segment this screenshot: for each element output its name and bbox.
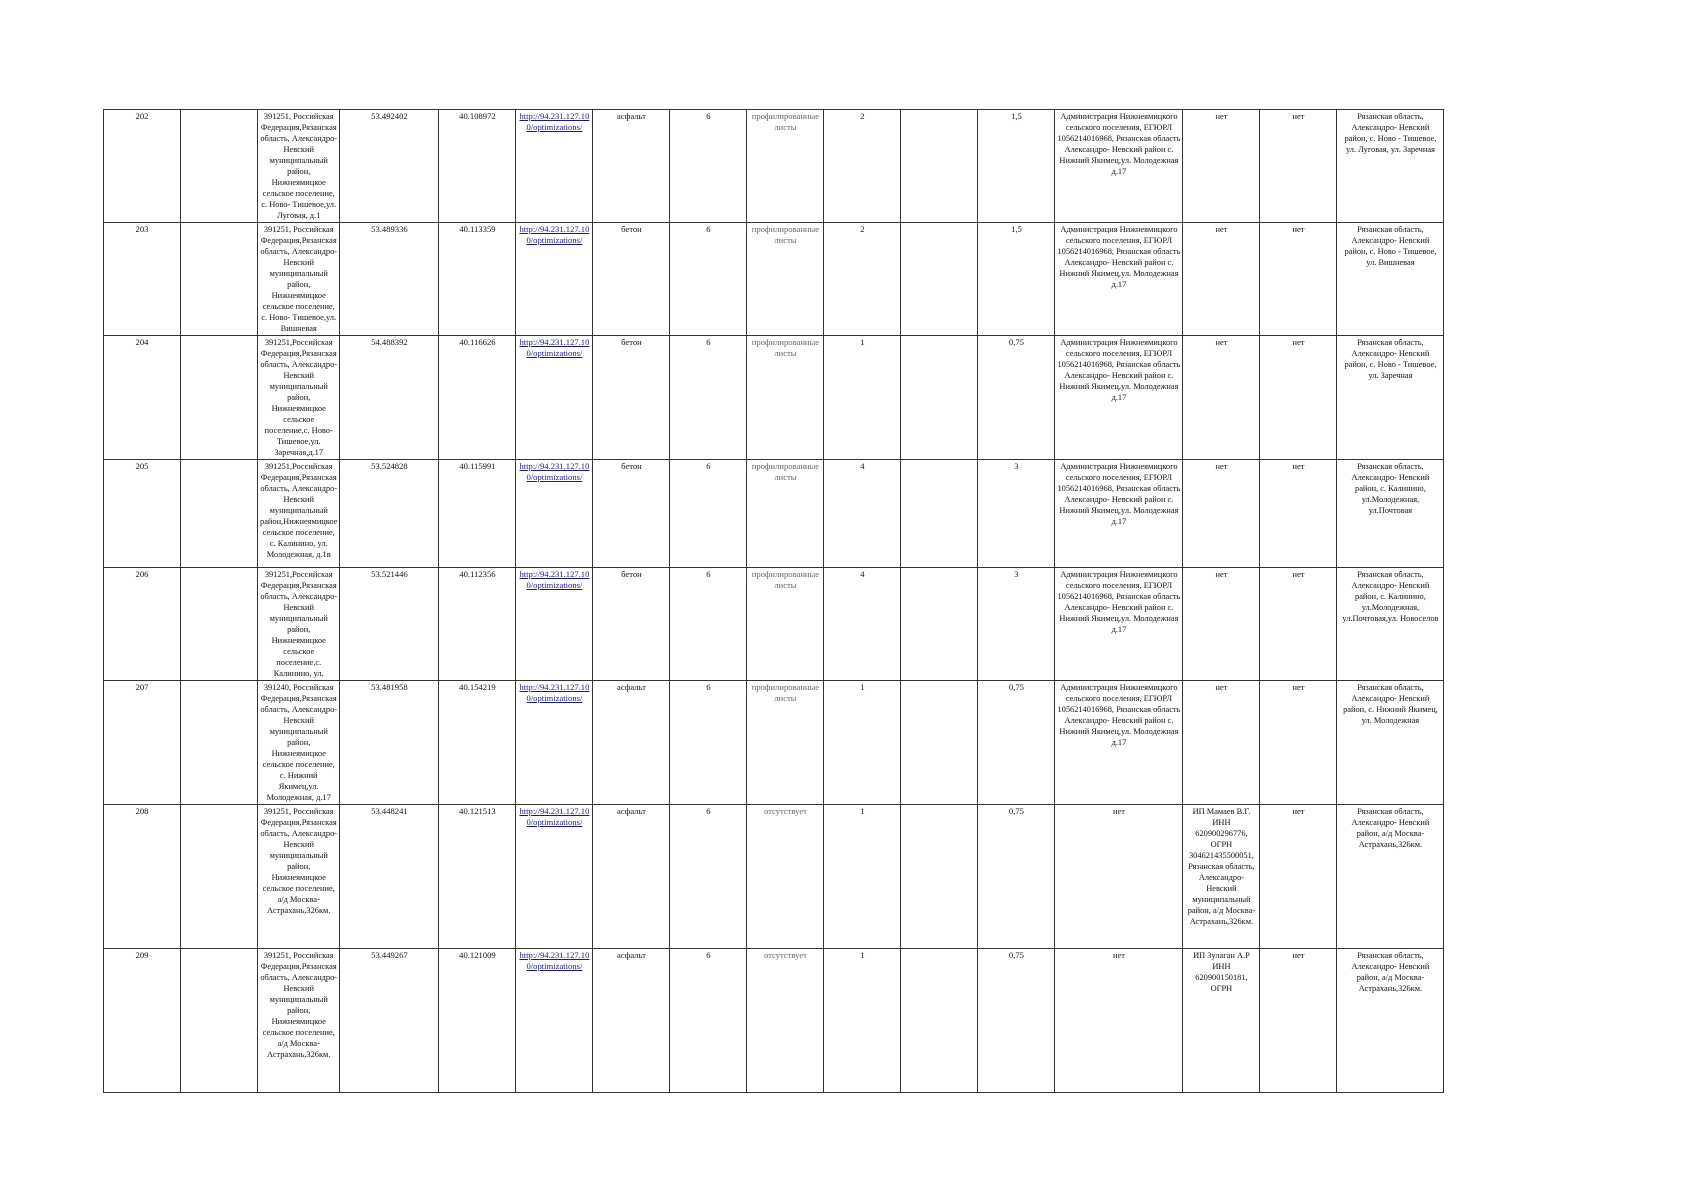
entrepreneur-cell: нет xyxy=(1183,223,1260,336)
row-number-cell: 207 xyxy=(104,681,181,805)
fence-type-cell: профилированные листы xyxy=(747,681,824,805)
row-number-cell: 203 xyxy=(104,223,181,336)
empty-cell xyxy=(901,681,978,805)
empty-cell xyxy=(181,336,258,460)
longitude-cell: 40.108972 xyxy=(439,110,516,223)
table-row xyxy=(104,568,1444,681)
longitude-cell: 40.121513 xyxy=(439,805,516,949)
row-number-cell: 204 xyxy=(104,336,181,460)
entrepreneur-cell: нет xyxy=(1183,336,1260,460)
latitude-cell: 53.521446 xyxy=(340,568,439,681)
empty-cell xyxy=(901,568,978,681)
map-link[interactable]: http://94.231.127.10 0/optimizations/ xyxy=(516,336,593,460)
map-link[interactable]: http://94.231.127.10 0/optimizations/ xyxy=(516,110,593,223)
surface-type-cell: асфальт xyxy=(593,805,670,949)
map-link[interactable]: http://94.231.127.10 0/optimizations/ xyxy=(516,223,593,336)
longitude-cell: 40.112356 xyxy=(439,568,516,681)
empty-cell xyxy=(181,681,258,805)
row-number-cell: 208 xyxy=(104,805,181,949)
longitude-cell: 40.115991 xyxy=(439,460,516,568)
longitude-cell: 40.113359 xyxy=(439,223,516,336)
table-row xyxy=(104,223,1444,336)
latitude-cell: 53.489336 xyxy=(340,223,439,336)
latitude-cell: 53.449267 xyxy=(340,949,439,1093)
latitude-cell: 53.524828 xyxy=(340,460,439,568)
row-number-cell: 209 xyxy=(104,949,181,1093)
empty-cell xyxy=(181,568,258,681)
fence-type-cell: отсутствует xyxy=(747,805,824,949)
waste-sources-cell: Рязанская область, Александро- Невский район, а/д Москва-Астрахань,326км. xyxy=(1337,805,1444,949)
volume-cell: 3 xyxy=(978,568,1055,681)
site-address-cell: 391251,Российская Федерация,Рязанская область, Александро-Невский муниципальный район,Нижнеямицкое сельское поселение, с. Калинино, ул. Молодежная, д.1в xyxy=(258,460,340,568)
map-link[interactable]: http://94.231.127.10 0/optimizations/ xyxy=(516,949,593,1093)
empty-cell xyxy=(901,805,978,949)
latitude-cell: 54.488392 xyxy=(340,336,439,460)
owner-cell: Администрация Нижнеямицкого сельского поселения, ЕГЮРЛ 1056214016968, Рязанская область Александро- Невский район с. Нижний Якимец,ул. Молодежная д.17 xyxy=(1055,336,1183,460)
map-link[interactable]: http://94.231.127.10 0/optimizations/ xyxy=(516,805,593,949)
site-address-cell: 391240, Российская Федерация,Рязанская область, Александро-Невский муниципальный район, Нижнеямицкое сельское поселение, с. Нижний Якимец,ул. Молодежная, д.17 xyxy=(258,681,340,805)
empty-cell xyxy=(181,460,258,568)
surface-type-cell: асфальт xyxy=(593,681,670,805)
entrepreneur-cell: нет xyxy=(1183,110,1260,223)
longitude-cell: 40.121009 xyxy=(439,949,516,1093)
area-cell: 6 xyxy=(670,336,747,460)
owner-cell: нет xyxy=(1055,949,1183,1093)
area-cell: 6 xyxy=(670,949,747,1093)
entrepreneur-cell: нет xyxy=(1183,568,1260,681)
empty-cell xyxy=(901,336,978,460)
empty-cell xyxy=(181,949,258,1093)
row-number-cell: 205 xyxy=(104,460,181,568)
latitude-cell: 53.448241 xyxy=(340,805,439,949)
volume-cell: 0,75 xyxy=(978,336,1055,460)
map-link[interactable]: http://94.231.127.10 0/optimizations/ xyxy=(516,681,593,805)
waste-sources-cell: Рязанская область, Александро- Невский район, а/д Москва-Астрахань,326км. xyxy=(1337,949,1444,1093)
longitude-cell: 40.154219 xyxy=(439,681,516,805)
table-row xyxy=(104,460,1444,568)
owner-cell: Администрация Нижнеямицкого сельского поселения, ЕГЮРЛ 1056214016968, Рязанская область Александро- Невский район с. Нижний Якимец,ул. Молодежная д.17 xyxy=(1055,110,1183,223)
latitude-cell: 53.481958 xyxy=(340,681,439,805)
other-owner-cell: нет xyxy=(1260,110,1337,223)
owner-cell: нет xyxy=(1055,805,1183,949)
surface-type-cell: асфальт xyxy=(593,949,670,1093)
empty-cell xyxy=(181,110,258,223)
table-row xyxy=(104,336,1444,460)
area-cell: 6 xyxy=(670,223,747,336)
entrepreneur-cell: ИП Мамаев В.Г. ИНН 620900296776, ОГРН 304621435500051, Рязанская область, Александро-Невский муниципальный район, а/д Москва-Астрахань,326км. xyxy=(1183,805,1260,949)
volume-cell: 0,75 xyxy=(978,681,1055,805)
fence-type-cell: профилированные листы xyxy=(747,568,824,681)
area-cell: 6 xyxy=(670,681,747,805)
volume-cell: 3 xyxy=(978,460,1055,568)
latitude-cell: 53.492402 xyxy=(340,110,439,223)
container-count-cell: 1 xyxy=(824,681,901,805)
entrepreneur-cell: ИП Зулаган А.Р ИНН 620900150181, ОГРН xyxy=(1183,949,1260,1093)
empty-cell xyxy=(901,223,978,336)
waste-sources-cell: Рязанская область, Александро- Невский район, с. Калинино, ул.Молодежная, ул.Почтовая,ул. Новоселов xyxy=(1337,568,1444,681)
container-count-cell: 4 xyxy=(824,568,901,681)
volume-cell: 0,75 xyxy=(978,949,1055,1093)
owner-cell: Администрация Нижнеямицкого сельского поселения, ЕГЮРЛ 1056214016968, Рязанская область Александро- Невский район с. Нижний Якимец,ул. Молодежная д.17 xyxy=(1055,223,1183,336)
other-owner-cell: нет xyxy=(1260,681,1337,805)
surface-type-cell: бетон xyxy=(593,223,670,336)
surface-type-cell: бетон xyxy=(593,568,670,681)
waste-sites-table xyxy=(103,109,1444,1093)
other-owner-cell: нет xyxy=(1260,805,1337,949)
site-address-cell: 391251, Российская Федерация,Рязанская область, Александро-Невский муниципальный район, Нижнеямицкое сельское поселение, а/д Москва-Астрахань,326км. xyxy=(258,805,340,949)
entrepreneur-cell: нет xyxy=(1183,460,1260,568)
map-link[interactable]: http://94.231.127.10 0/optimizations/ xyxy=(516,568,593,681)
owner-cell: Администрация Нижнеямицкого сельского поселения, ЕГЮРЛ 1056214016968, Рязанская область Александро- Невский район с. Нижний Якимец,ул. Молодежная д.17 xyxy=(1055,568,1183,681)
empty-cell xyxy=(901,110,978,223)
row-number-cell: 202 xyxy=(104,110,181,223)
container-count-cell: 1 xyxy=(824,949,901,1093)
site-address-cell: 391251, Российская Федерация,Рязанская область, Александро-Невский муниципальный район, Нижнеямицкое сельское поселение, а/д Москва-Астрахань,326км. xyxy=(258,949,340,1093)
other-owner-cell: нет xyxy=(1260,568,1337,681)
owner-cell: Администрация Нижнеямицкого сельского поселения, ЕГЮРЛ 1056214016968, Рязанская область Александро- Невский район с. Нижний Якимец,ул. Молодежная д.17 xyxy=(1055,460,1183,568)
table-row xyxy=(104,949,1444,1093)
table-row xyxy=(104,805,1444,949)
volume-cell: 1,5 xyxy=(978,223,1055,336)
site-address-cell: 391251,Российская Федерация,Рязанская область, Александро-Невский муниципальный район, Нижнеямицкое сельское поселение,с. Калинино, ул. xyxy=(258,568,340,681)
empty-cell xyxy=(901,949,978,1093)
area-cell: 6 xyxy=(670,568,747,681)
waste-sources-cell: Рязанская область, Александро- Невский район, с. Ново - Тишевое, ул. Луговая, ул. Заречная xyxy=(1337,110,1444,223)
area-cell: 6 xyxy=(670,460,747,568)
surface-type-cell: асфальт xyxy=(593,110,670,223)
other-owner-cell: нет xyxy=(1260,949,1337,1093)
empty-cell xyxy=(181,223,258,336)
fence-type-cell: отсутствует xyxy=(747,949,824,1093)
site-address-cell: 391251, Российская Федерация,Рязанская область, Александро-Невский муниципальный район, Нижнеямицкое сельское поселение, с. Ново- Тишевое,ул. Вишневая xyxy=(258,223,340,336)
waste-sources-cell: Рязанская область, Александро- Невский район, с. Калинино, ул.Молодежная, ул.Почтовая xyxy=(1337,460,1444,568)
row-number-cell: 206 xyxy=(104,568,181,681)
container-count-cell: 4 xyxy=(824,460,901,568)
fence-type-cell: профилированные листы xyxy=(747,336,824,460)
fence-type-cell: профилированные листы xyxy=(747,460,824,568)
fence-type-cell: профилированные листы xyxy=(747,223,824,336)
container-count-cell: 1 xyxy=(824,336,901,460)
empty-cell xyxy=(901,460,978,568)
other-owner-cell: нет xyxy=(1260,223,1337,336)
container-count-cell: 2 xyxy=(824,110,901,223)
map-link[interactable]: http://94.231.127.10 0/optimizations/ xyxy=(516,460,593,568)
site-address-cell: 391251, Российская Федерация,Рязанская область, Александро-Невский муниципальный район, Нижнеямицкое сельское поселение, с. Ново- Тишевое,ул. Луговая, д.1 xyxy=(258,110,340,223)
site-address-cell: 391251,Российская Федерация,Рязанская область, Александро-Невский муниципальный район, Нижнеямицкое сельское поселение,с. Ново- Тишевое,ул. Заречная,д.17 xyxy=(258,336,340,460)
container-count-cell: 1 xyxy=(824,805,901,949)
area-cell: 6 xyxy=(670,805,747,949)
waste-sources-cell: Рязанская область, Александро- Невский район, с. Ново - Тишевое, ул. Заречная xyxy=(1337,336,1444,460)
table-body xyxy=(104,110,1444,1093)
longitude-cell: 40.116626 xyxy=(439,336,516,460)
other-owner-cell: нет xyxy=(1260,460,1337,568)
waste-sources-cell: Рязанская область, Александро- Невский район, с. Нижний Якимец, ул. Молодежная xyxy=(1337,681,1444,805)
owner-cell: Администрация Нижнеямицкого сельского поселения, ЕГЮРЛ 1056214016968, Рязанская область Александро- Невский район с. Нижний Якимец,ул. Молодежная д.17 xyxy=(1055,681,1183,805)
container-count-cell: 2 xyxy=(824,223,901,336)
table-row xyxy=(104,110,1444,223)
fence-type-cell: профилированные листы xyxy=(747,110,824,223)
table-row xyxy=(104,681,1444,805)
surface-type-cell: бетон xyxy=(593,460,670,568)
empty-cell xyxy=(181,805,258,949)
volume-cell: 1,5 xyxy=(978,110,1055,223)
waste-sources-cell: Рязанская область, Александро- Невский район, с. Ново - Тишевое, ул. Вишневая xyxy=(1337,223,1444,336)
area-cell: 6 xyxy=(670,110,747,223)
volume-cell: 0,75 xyxy=(978,805,1055,949)
entrepreneur-cell: нет xyxy=(1183,681,1260,805)
surface-type-cell: бетон xyxy=(593,336,670,460)
other-owner-cell: нет xyxy=(1260,336,1337,460)
